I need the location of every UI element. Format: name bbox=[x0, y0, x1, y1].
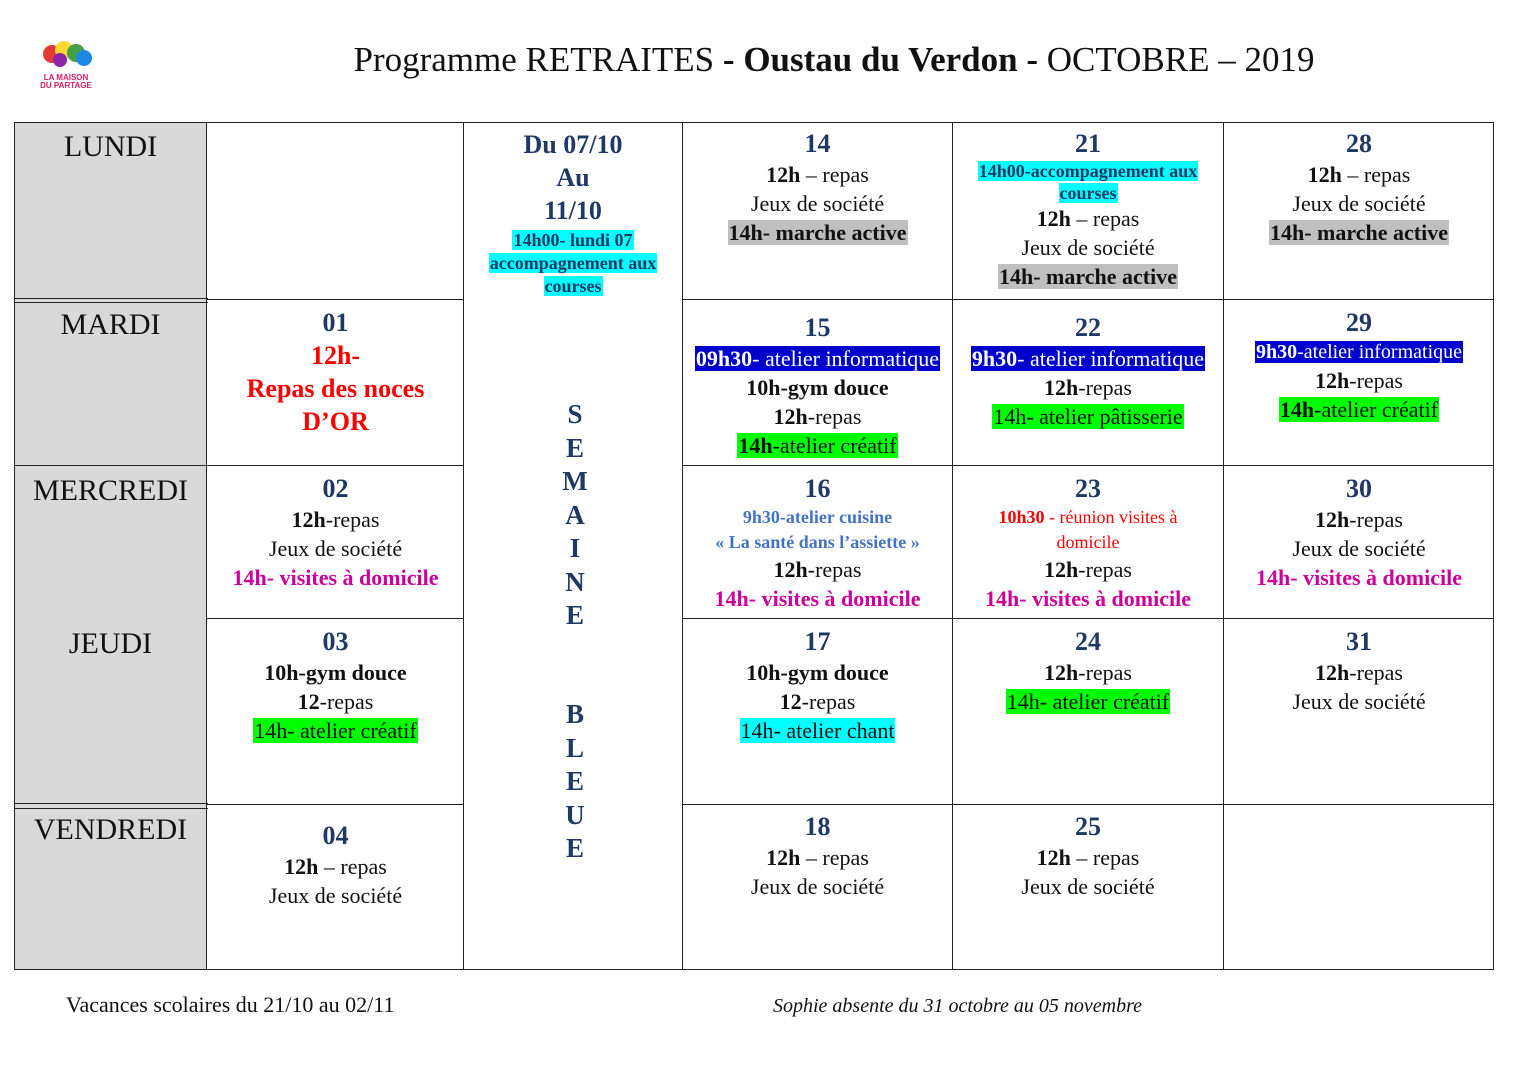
activity-marche: 14h- marche active bbox=[999, 264, 1177, 289]
date-number: 21 bbox=[1075, 129, 1101, 158]
cell-thu-03: 03 10h-gym douce 12-repas 14h- atelier créatif bbox=[208, 626, 463, 745]
cell-tue-22: 22 9h30- atelier informatique 12h-repas 14h- atelier pâtisserie bbox=[953, 312, 1223, 431]
day-lundi: LUNDI bbox=[63, 130, 158, 163]
day-jeudi: JEUDI bbox=[68, 627, 153, 660]
divider bbox=[14, 298, 208, 299]
cell-fri-18: 18 12h – repas Jeux de société bbox=[683, 811, 952, 901]
activity-visites: 14h- visites à domicile bbox=[714, 586, 921, 611]
cell-wed-02: 02 12h-repas Jeux de société 14h- visites à domicile bbox=[208, 473, 463, 592]
semaine-vertical-text bbox=[466, 398, 684, 633]
letter: M bbox=[562, 466, 588, 496]
letter: L bbox=[565, 732, 584, 763]
letter: I bbox=[569, 533, 581, 563]
activity-marche: 14h- marche active bbox=[1270, 220, 1448, 245]
date-number: 25 bbox=[1075, 812, 1101, 841]
date-number: 01 bbox=[322, 308, 349, 337]
divider bbox=[682, 618, 1494, 619]
activity-visites: 14h- visites à domicile bbox=[1256, 565, 1462, 590]
cell-tue-29: 29 9h30-atelier informatique 12h-repas 14h-atelier créatif bbox=[1224, 307, 1494, 424]
letter: E bbox=[565, 432, 584, 463]
special-date-from: Du 07/10 bbox=[523, 130, 623, 159]
special-date-au: Au bbox=[556, 163, 590, 192]
date-number: 22 bbox=[1075, 313, 1101, 342]
special-note-line: 14h00- lundi 07 bbox=[513, 230, 633, 250]
date-number: 29 bbox=[1346, 308, 1372, 337]
activity-marche: 14h- marche active bbox=[728, 220, 907, 245]
activity-visites: 14h- visites à domicile bbox=[985, 586, 1191, 611]
special-date-to: 11/10 bbox=[544, 196, 602, 225]
cell-wed-30: 30 12h-repas Jeux de société 14h- visites à domicile bbox=[1224, 473, 1494, 592]
logo-balloons-icon bbox=[34, 38, 98, 78]
cell-thu-31: 31 12h-repas Jeux de société bbox=[1224, 626, 1494, 716]
cell-wed-23: 23 10h30 - réunion visites à domicile 12h-repas 14h- visites à domicile bbox=[953, 473, 1223, 613]
date-number: 04 bbox=[322, 821, 349, 850]
special-note-line: courses bbox=[544, 276, 602, 296]
day-mercredi: MERCREDI bbox=[32, 474, 188, 507]
letter: E bbox=[565, 766, 584, 796]
divider bbox=[207, 465, 463, 466]
letter: N bbox=[565, 566, 585, 597]
page-title: Programme RETRAITES - Oustau du Verdon - OCTOBRE – 2019 bbox=[353, 40, 1315, 79]
cell-mon-21: 21 14h00-accompagnement aux courses 12h – repas Jeux de société 14h- marche active bbox=[953, 128, 1223, 291]
date-number: 31 bbox=[1346, 627, 1372, 656]
activity-creatif: 14h- atelier créatif bbox=[1006, 689, 1170, 714]
divider bbox=[14, 465, 208, 466]
activity-visites: 14h- visites à domicile bbox=[232, 565, 439, 590]
cell-thu-17: 17 10h-gym douce 12-repas 14h- atelier chant bbox=[683, 626, 952, 745]
cell-wed-16: 16 9h30-atelier cuisine « La santé dans l’assiette » 12h-repas 14h- visites à domicile bbox=[683, 473, 952, 613]
footer-vacances: Vacances scolaires du 21/10 au 02/11 bbox=[66, 992, 395, 1017]
divider bbox=[207, 618, 463, 619]
footer-absence: Sophie absente du 31 octobre au 05 novembre bbox=[773, 995, 1142, 1017]
divider bbox=[14, 808, 208, 809]
cell-fri-04: 04 12h – repas Jeux de société bbox=[208, 820, 463, 910]
letter: E bbox=[565, 600, 584, 630]
date-number: 24 bbox=[1075, 627, 1101, 656]
divider bbox=[682, 299, 1494, 300]
cell-tue-15: 15 09h30- atelier informatique 10h-gym douce 12h-repas 14h-atelier créatif bbox=[683, 312, 952, 460]
divider bbox=[207, 804, 463, 805]
date-number: 16 bbox=[804, 474, 831, 503]
day-mardi: MARDI bbox=[60, 308, 161, 341]
letter: S bbox=[567, 399, 583, 429]
activity-patisserie: 14h- atelier pâtisserie bbox=[993, 404, 1183, 429]
letter: B bbox=[565, 699, 584, 729]
bleue-vertical-text bbox=[466, 698, 684, 866]
activity-creatif: 14h- atelier créatif bbox=[254, 718, 417, 743]
cell-tue-01: 01 12h- Repas des noces D’OR bbox=[208, 307, 463, 438]
divider bbox=[682, 465, 1494, 466]
divider bbox=[14, 803, 208, 804]
semaine-bleue-cell bbox=[464, 128, 682, 298]
date-number: 03 bbox=[322, 627, 349, 656]
letter: E bbox=[565, 833, 584, 863]
letter: A bbox=[565, 499, 585, 530]
special-note-line: accompagnement aux bbox=[489, 253, 657, 273]
cell-mon-28: 28 12h – repas Jeux de société 14h- marche active bbox=[1224, 128, 1494, 247]
date-number: 23 bbox=[1075, 474, 1101, 503]
letter: U bbox=[565, 799, 585, 830]
activity-chant: 14h- atelier chant bbox=[740, 718, 895, 743]
date-number: 02 bbox=[322, 474, 349, 503]
date-number: 18 bbox=[804, 812, 831, 841]
divider bbox=[207, 299, 463, 300]
cell-fri-25: 25 12h – repas Jeux de société bbox=[953, 811, 1223, 901]
logo bbox=[34, 38, 98, 98]
day-vendredi: VENDREDI bbox=[33, 813, 188, 846]
logo-text: LA MAISON DU PARTAGE bbox=[40, 73, 92, 90]
date-number: 30 bbox=[1346, 474, 1372, 503]
date-number: 14 bbox=[804, 129, 831, 158]
divider bbox=[14, 302, 208, 303]
cell-mon-14: 14 12h – repas Jeux de société 14h- marche active bbox=[683, 128, 952, 247]
date-number: 28 bbox=[1346, 129, 1372, 158]
cell-thu-24: 24 12h-repas 14h- atelier créatif bbox=[953, 626, 1223, 716]
divider bbox=[682, 804, 1494, 805]
date-number: 15 bbox=[804, 313, 831, 342]
date-number: 17 bbox=[804, 627, 831, 656]
